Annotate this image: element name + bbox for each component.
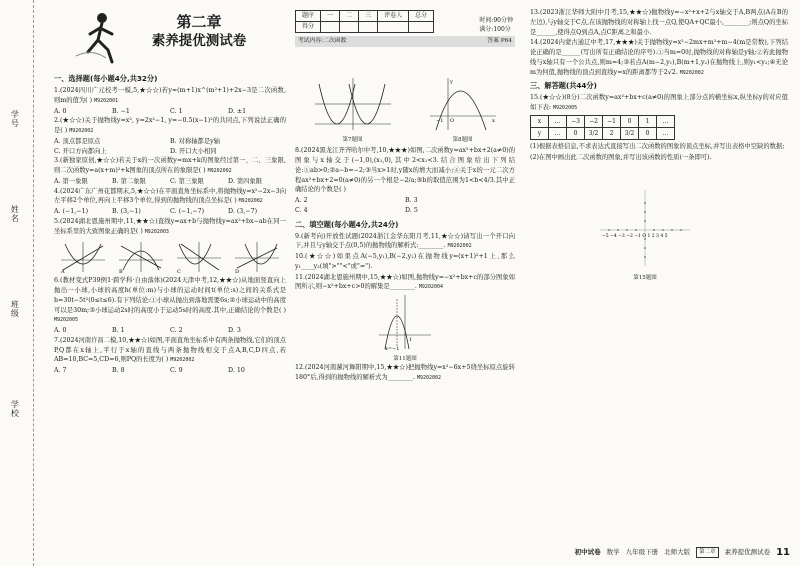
name-label: 姓名 bbox=[10, 205, 20, 223]
question-6: 6.(教材变式P39例1·跨学科·自由落体)(2024天津中考,12,★★☆)从地面竖直向上抛出一小球,小球的高度h(单位:m)与小球的运动时间t(单位:s)之间的关系式是h=30t−5t²(0≤t≤6).有下列结论:①小球从抛出到落地需要6s;②小球运动中的高度可以是30m;③小球运动2s时的高度小于运动5s时的高度.其中,正确结论的个数是( ) M9202005 bbox=[54, 277, 286, 324]
question-5: 5.(2024湖北恩施州期中,11,★★☆)直线y=ax+b与抛物线y=ax²+bx−ab在同一坐标系里的大致图象正确的是( ) M9202003 bbox=[54, 217, 286, 235]
section-fill-title: 二、填空题(每小题4分,共24分) bbox=[295, 219, 399, 229]
graph-option-b bbox=[117, 240, 165, 274]
question-5-graphs bbox=[54, 240, 286, 274]
column-right bbox=[530, 8, 788, 283]
question-8: 8.(2024黑龙江齐齐哈尔中考,10,★★★)如图,二次函数y=ax²+bx+2(a≠0)的图象与x轴交于(−1,0),(x₁,0),其中2<x₁<3.结合图象给出下列结论:①ab>0;②a−b=−2;③当x>1时,y随x的增大而减小;④关于x的一元二次方程ax²+bx+2=0(a≠0)的另一个根是−2/a;⑤b的取值范围为1<b<4/3.其中正确结论的个数是( ) bbox=[295, 147, 515, 194]
graph-option-a bbox=[59, 240, 107, 274]
value-table-y-row: y … 0 3/2 2 3/2 0 … bbox=[531, 127, 675, 139]
question-6-options: A. 0 B. 1 C. 2 D. 3 bbox=[54, 327, 241, 335]
figures-7-8 bbox=[295, 76, 515, 144]
figure-11: 1 x=−1 第11题图 bbox=[295, 293, 515, 363]
question-10: 10.(★☆☆)如果点A(−5,y₁),B(−2,y₂)在抛物线y=(x+1)²+1上,那么y₁____y₂(填">""<"或"="). bbox=[295, 253, 515, 270]
score-table: 题序 一 二 三 评卷人 总分 得分 bbox=[295, 10, 434, 33]
value-table-x-row: x … −3 −2 −1 0 1 … bbox=[531, 115, 675, 127]
svg-text:x=−1: x=−1 bbox=[385, 346, 400, 352]
question-2-options: A. 顶点都是原点 B. 对称轴都是y轴 C. 开口方向都向上 D. 开口大小相同 bbox=[54, 137, 220, 155]
page-footer: 初中试卷 数学 九年级下册 北师大版 第二章 素养提优测试卷 11 bbox=[575, 545, 790, 561]
column-left bbox=[54, 8, 286, 376]
page-number: 11 bbox=[776, 546, 790, 558]
chapter-badge: 第二章 bbox=[696, 547, 719, 558]
figure-7: 第7题图 bbox=[313, 76, 393, 144]
svg-text:B: B bbox=[119, 269, 123, 275]
svg-text:−5 −4 −3 −2 −1 O 1 2 3 4 5: −5 −4 −3 −2 −1 O 1 2 3 4 5 bbox=[602, 234, 668, 240]
time-score-note: 时间:90分钟 满分:100分 bbox=[479, 17, 513, 33]
school-label: 学校 bbox=[10, 400, 20, 418]
question-8-options: A. 2 B. 3 C. 4 D. 5 bbox=[295, 197, 418, 214]
graph-option-c bbox=[175, 240, 223, 274]
question-1: 1.(2024四川广元校考一模,5,★☆☆)若y=(m+1)x^(m²+1)+2x−3是二次函数,则m的值为( ) M9202001 bbox=[54, 87, 286, 104]
question-7: 7.(2024河南许昌二模,10,★★☆)如图,平面直角坐标系中有两条抛物线,它们的顶点P,Q都在x轴上,平行于x轴的直线与两条抛物线相交于点A,B,C,D四点,若AB=10,BC=5,CD=6,则PQ的长度为( ) M9202002 bbox=[54, 336, 286, 364]
graph-option-d bbox=[233, 240, 281, 274]
svg-text:O: O bbox=[449, 118, 454, 124]
question-14: 14.(2024内蒙古通辽中考,17,★★★)关于抛物线y=x²−2mx+m²+m−4(m是常数),下列结论正确的是______(写出所有正确结论的序号).①当m=0时,抛物线的对称轴是y轴;②若此抛物线与x轴只有一个公共点,则m=4;③若点A(m−2,y₁),B(m+1,y₂)在抛物线上,则y₁<y₂;④无论m为何值,抛物线的顶点到直线y=x的距离都等于2√2. M9202002 bbox=[530, 39, 788, 76]
section-choice-title: 一、选择题(每小题4分,共32分) bbox=[54, 74, 158, 83]
runner-illustration bbox=[72, 8, 132, 68]
chapter-title bbox=[134, 12, 264, 50]
section-answer-title: 三、解答题(共44分) bbox=[530, 81, 597, 91]
student-id-label: 学号 bbox=[10, 110, 20, 128]
binding-margin bbox=[0, 0, 34, 566]
question-15-part-2: (2)在图中画出此二次函数的图象,并写出该函数的性质(一条即可). bbox=[530, 153, 712, 161]
question-7-options: A. 7 B. 8 C. 9 D. 10 bbox=[54, 367, 245, 375]
chapter-header bbox=[54, 8, 286, 70]
class-label: 班级 bbox=[10, 300, 20, 318]
question-2: 2.(★☆☆)关于抛物线y=x², y=2x²−1, y=−0.5(x−1)²的共同点,下列说法正确的是( ) M9202002 bbox=[54, 117, 286, 135]
question-12: 12.(2024河南漯河舞阳期中,15,★★☆)把抛物线y=x²−6x+5绕坐标原点旋转180°后,得到的抛物线的解析式为________. M9202002 bbox=[295, 364, 515, 382]
figure-15: −5 −4 −3 −2 −1 O 1 2 3 4 5 第15题图 bbox=[590, 170, 788, 282]
svg-text:−1: −1 bbox=[435, 118, 443, 124]
question-1-options: A. 0 B. −1 C. 1 D. ±1 bbox=[54, 107, 247, 115]
question-4: 4.(2024广东广州花都期末,5,★☆☆)在平面直角坐标系中,将抛物线y=x²−2x−3向左平移2个单位,再向上平移3个单位,得到的抛物线的顶点坐标是( ) M9202002 bbox=[54, 187, 286, 205]
question-15-part-1: (1)根据表格信息,不求表达式直接写出二次函数的图象的顶点坐标,并写出表格中空缺的数据; bbox=[530, 142, 785, 150]
question-3: 3.(新独家原创,★☆☆)若关于x的一次函数y=mx+k的图象经过第一、二、三象限,则二次函数y=a(x+m)²+k图象的顶点所在的象限是( ) M9202002 bbox=[54, 157, 286, 175]
question-13: 13.(2023浙江华师大附中月考,15,★★☆)抛物线y=−x²+x+2与x轴交于A,B两点(A在B的左边),与y轴交于C点,在该抛物线的对称轴上找一点Q,使QA+QC最小,________;则点Q的坐标是______,使得点Q到点A,点C距离之和最小. bbox=[530, 9, 788, 36]
svg-text:1: 1 bbox=[409, 337, 413, 344]
question-15: 15.(★☆☆)(8分)二次函数y=ax²+bx+c(a≠0)的图象上部分点的横坐标x,纵坐标y的对应值如下表: M9202005 bbox=[530, 94, 788, 112]
svg-text:D: D bbox=[235, 269, 240, 275]
svg-text:x: x bbox=[491, 118, 495, 124]
svg-text:C: C bbox=[177, 269, 181, 275]
value-table bbox=[530, 115, 675, 140]
question-11: 11.(2024湖北恩施州期中,15,★★☆)如图,抛物线y=−x²+bx+c的部分图象如图所示,则−x²+bx+c>0的解集是________. M9202004 bbox=[295, 273, 515, 291]
figure-8: −1 O x y 第8题图 bbox=[435, 79, 495, 143]
test-title: 素养提优测试卷 bbox=[151, 33, 247, 49]
score-area bbox=[295, 10, 515, 72]
svg-text:y: y bbox=[449, 79, 453, 85]
question-3-options: A. 第一象限 B. 第二象限 C. 第三象限 D. 第四象限 bbox=[54, 177, 263, 185]
topic-bar: 考试内容:二次函数 答案 P64 bbox=[295, 36, 515, 47]
column-middle bbox=[295, 8, 515, 384]
question-4-options: A. (−1,−1) B. (3,−1) C. (−1,−7) D. (3,−7) bbox=[54, 208, 258, 216]
chapter-number: 第二章 bbox=[176, 13, 222, 31]
question-9: 9.(新考向)开放性试题(2024浙江金华东阳月考,11,★☆☆)请写出一个开口向下,并且与y轴交于点(0,5)的抛物线的解析式:________. M9202002 bbox=[295, 232, 515, 250]
svg-text:A: A bbox=[61, 269, 65, 275]
